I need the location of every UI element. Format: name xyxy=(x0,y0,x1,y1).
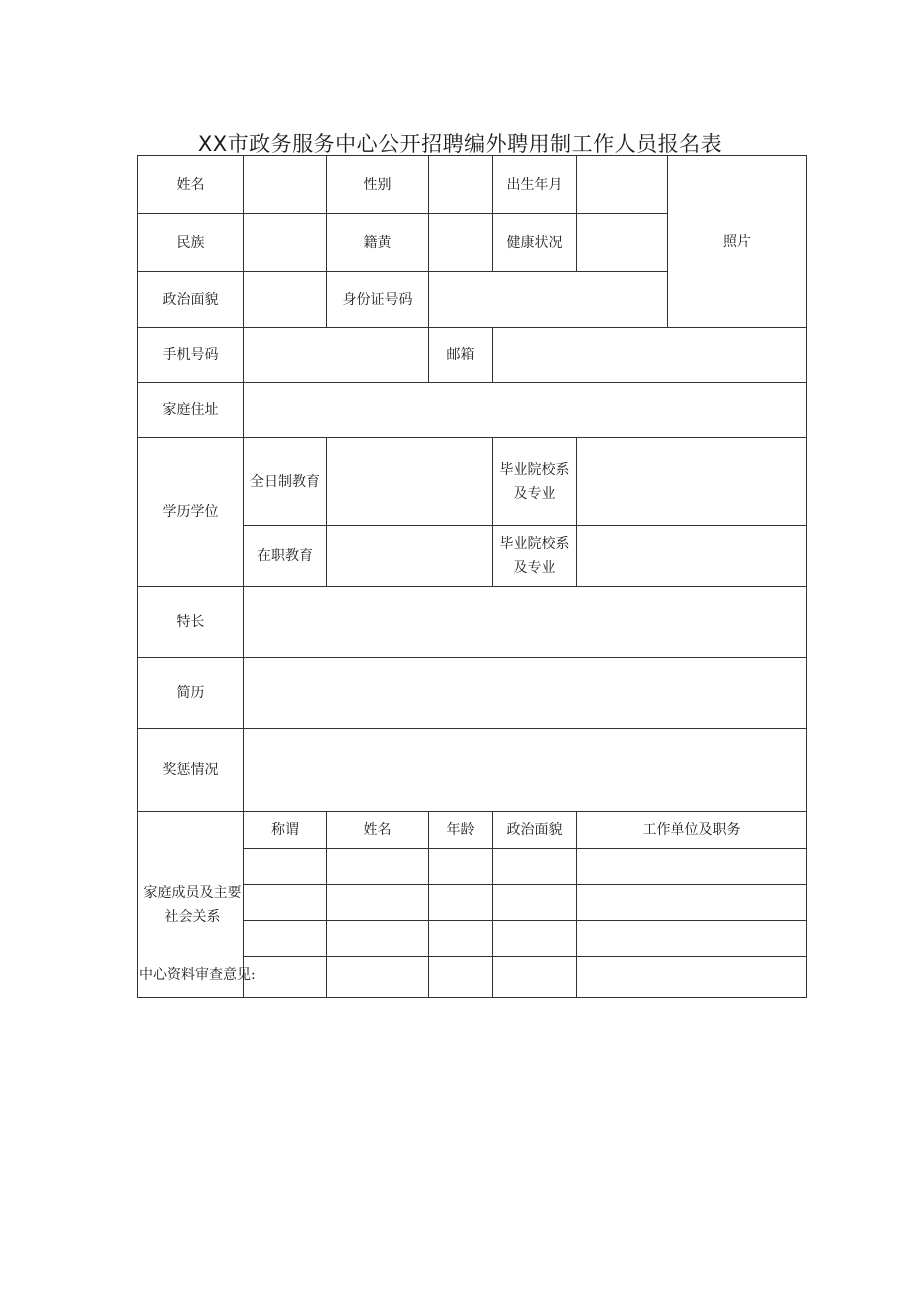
field-gender[interactable] xyxy=(429,156,493,214)
field-health[interactable] xyxy=(577,214,668,272)
field-specialty[interactable] xyxy=(244,587,807,658)
family-cell-age[interactable] xyxy=(429,885,493,921)
field-native-place[interactable] xyxy=(429,214,493,272)
label-family: 家庭成员及主要社会关系 xyxy=(138,812,244,998)
family-cell-political[interactable] xyxy=(493,921,577,957)
review-opinion-label: 中心资料审查意见: xyxy=(139,967,256,983)
field-political[interactable] xyxy=(244,272,327,328)
label-specialty: 特长 xyxy=(138,587,244,658)
family-cell-name[interactable] xyxy=(327,957,429,998)
family-cell-employer[interactable] xyxy=(577,885,807,921)
field-mobile[interactable] xyxy=(244,328,429,383)
form-title: XX市政务服务中心公开招聘编外聘用制工作人员报名表 xyxy=(197,132,723,156)
family-cell-age[interactable] xyxy=(429,921,493,957)
label-name: 姓名 xyxy=(138,156,244,214)
row-specialty xyxy=(138,587,807,658)
label-fulltime: 全日制教育 xyxy=(244,438,327,526)
label-health: 健康状况 xyxy=(493,214,577,272)
family-cell-title[interactable] xyxy=(244,849,327,885)
family-cell-political[interactable] xyxy=(493,957,577,998)
label-political: 政治面貌 xyxy=(138,272,244,328)
field-fulltime[interactable] xyxy=(327,438,493,526)
field-ethnicity[interactable] xyxy=(244,214,327,272)
photo-box[interactable]: 照片 xyxy=(668,156,807,328)
label-address: 家庭住址 xyxy=(138,383,244,438)
label-gender: 性别 xyxy=(327,156,429,214)
label-inservice: 在职教育 xyxy=(244,526,327,587)
row-resume xyxy=(138,658,807,729)
row-rewards xyxy=(138,729,807,812)
family-cell-title[interactable] xyxy=(244,885,327,921)
label-education: 学历学位 xyxy=(138,438,244,587)
family-cell-political[interactable] xyxy=(493,849,577,885)
family-cell-name[interactable] xyxy=(327,849,429,885)
label-graduated-inservice: 毕业院校系及专业 xyxy=(493,526,577,587)
family-header-name: 姓名 xyxy=(327,812,429,849)
field-name[interactable] xyxy=(244,156,327,214)
family-cell-name[interactable] xyxy=(327,921,429,957)
family-cell-political[interactable] xyxy=(493,885,577,921)
family-header-political: 政治面貌 xyxy=(493,812,577,849)
field-id-number[interactable] xyxy=(429,272,668,328)
family-cell-employer[interactable] xyxy=(577,849,807,885)
label-id-number: 身份证号码 xyxy=(327,272,429,328)
row-family-header xyxy=(138,812,807,849)
field-inservice[interactable] xyxy=(327,526,493,587)
label-resume: 简历 xyxy=(138,658,244,729)
field-graduated-fulltime[interactable] xyxy=(577,438,807,526)
family-cell-age[interactable] xyxy=(429,849,493,885)
label-birth: 出生年月 xyxy=(493,156,577,214)
family-header-age: 年龄 xyxy=(429,812,493,849)
row-contact xyxy=(138,328,807,383)
family-cell-employer[interactable] xyxy=(577,957,807,998)
label-mobile: 手机号码 xyxy=(138,328,244,383)
field-graduated-inservice[interactable] xyxy=(577,526,807,587)
label-native-place: 籍黄 xyxy=(327,214,429,272)
label-rewards: 奖惩情况 xyxy=(138,729,244,812)
field-email[interactable] xyxy=(493,328,807,383)
row-name xyxy=(138,156,807,214)
label-ethnicity: 民族 xyxy=(138,214,244,272)
family-cell-title[interactable] xyxy=(244,921,327,957)
field-address[interactable] xyxy=(244,383,807,438)
family-cell-employer[interactable] xyxy=(577,921,807,957)
label-graduated-fulltime: 毕业院校系及专业 xyxy=(493,438,577,526)
field-resume[interactable] xyxy=(244,658,807,729)
family-header-employer: 工作单位及职务 xyxy=(577,812,807,849)
row-address xyxy=(138,383,807,438)
label-email: 邮箱 xyxy=(429,328,493,383)
field-birth[interactable] xyxy=(577,156,668,214)
row-education-fulltime xyxy=(138,438,807,526)
family-cell-age[interactable] xyxy=(429,957,493,998)
family-header-title: 称谓 xyxy=(244,812,327,849)
registration-form-table xyxy=(137,155,807,998)
family-cell-name[interactable] xyxy=(327,885,429,921)
field-rewards[interactable] xyxy=(244,729,807,812)
